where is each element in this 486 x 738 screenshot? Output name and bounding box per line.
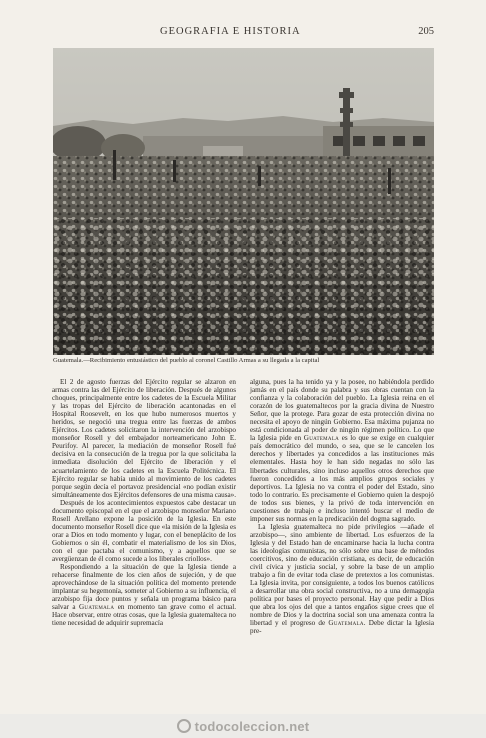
country-name: Guatemala (328, 619, 364, 628)
running-title: GEOGRAFIA E HISTORIA (160, 26, 301, 37)
paragraph-text: Respondiendo a la situación de que la Iglesia tiende a rehacerse finalmente de los cien años de sujeción, y de que aprovechándose de la situación política del momento pretende implantar su hegemonía, someter al Gobierno a su influencia, el arzobispo fija doce puntos y señala un programa básico para salvar a (52, 563, 236, 612)
text-column-left (52, 378, 236, 627)
country-name: Guatemala (78, 603, 115, 612)
paragraph (250, 523, 434, 636)
paragraph (52, 563, 236, 627)
photo-caption: Guatemala.—Recibimiento entusiástico del pueblo al coronel Castillo Armas a su llegada a la capital (53, 357, 320, 364)
paragraph (250, 378, 434, 523)
paragraph-text: La Iglesia guatemalteca no pide privilegios —añade el arzobispo—, sino ambiente de libertad. Los esfuerzos de la Iglesia y del Estado han de encaminarse hacia la lucha contra las ideologías comunistas, no sólo sobre una base de métodos coercitivos, sino de educación cristiana, es decir, de educación civil cívica y justicia social, y sobre la base de un amplio trabajo a fin de evitar toda clase de pretextos a los comunistas. La Iglesia invita, por consiguiente, a todos los buenos católicos a desarrollar una obra social constructiva, no a una demagogia política por bases el proyecto personal. Hay que pedir a Dios que abra los ojos del que a tantos engaños sigue crees que el nombre de Dios y la doctrina social son una amenaza contra la libertad y el progreso de (250, 522, 434, 628)
paragraph-text: alguna, pues la ha tenido ya y la posee, no habiéndola perdido jamás en el país donde su palabra y sus obras cuentan con la confianza y la colaboración del pueblo. La Iglesia reina en el corazón de los guatemaltecos por la gracia divina de Nuestro Señor, que la protege. Para gozar de esta protección divina no necesita el apoyo de ningún Gobierno. Esa máxima pujanza no está condicionada al poder de ningún régimen político. Lo que la Iglesia pide en (250, 378, 434, 443)
crowd-photo-illustration (53, 48, 434, 355)
paragraph: El 2 de agosto fuerzas del Ejército regular se alzaron en armas contra las del Ejército de liberación. Después de algunos choques, principalmente entre los cadetes de la Escuela Militar y las tropas del Ejército de liberación acantonadas en el Hospital Roosevelt, en los que hubo numerosos muertos y heridos, se negoció una tregua entre las fuerzas de ambos Ejércitos. Los cadetes solicitaron la intervención del arzobispo monseñor Rosell y del embajador norteamericano John E. Peurifoy. Al parecer, la mediación de monseñor Rosell fué decisiva en la consecución de la tregua por la que solicitaba la inmediata disolución del Ejército de liberación y el acuartelamiento de los cadetes en la Escuela Politécnica. El Ejército regular se había unido al movimiento de los cadetes porque según decía el portavoz presidencial «no podían existir simultáneamente dos Ejércitos defensores de una misma causa». (52, 378, 237, 499)
watermark-bar (0, 714, 486, 738)
country-name: Guatemala (303, 434, 340, 443)
page-header (52, 26, 434, 40)
watermark-text: todocoleccion.net (194, 718, 310, 734)
photograph (53, 48, 434, 355)
text-column-right (250, 378, 434, 636)
paragraph-text: en momento tan grave como el actual. Hace observar, entre otras cosas, que la Iglesia guatemalteca no tiene necesidad de adquirir supremacía (52, 603, 237, 628)
page-number: 205 (418, 26, 434, 37)
paragraph-text: . Debe dictar la Iglesia pre- (250, 619, 434, 636)
paragraph-text: es lo que se exige en cualquier país democrático del mundo, o sea, que se le cancelen los derechos y libertades ya concedidos a las instituciones más elementales. Hasta hoy le han sido negadas no sólo las libertades culturales, sino incluso aquellos otros derechos que fueron concedidos a los más amplios grupos sociales y deportivos. La Iglesia no va contra el poder del Estado, sino todo lo contrario. Es precisamente el Gobierno quien la despojó de todos sus bienes, y la privó de toda intervención en cuestiones de trabajo e incluso intentó buscar el medio de imponer sus normas en la predicación del dogma sagrado. (250, 434, 434, 523)
watermark-logo-icon (177, 719, 191, 733)
paragraph: Después de los acontecimientos expuestos cabe destacar un documento episcopal en el que el arzobispo monseñor Mariano Rosell Arellano expone la posición de la Iglesia. En este documento monseñor Rosell dice que «la misión de la Iglesia es orar a Dios en todo momento y lugar, con el beneplácito de los Gobiernos o sin él, combatir el materialismo de los sin Dios, con el que pactaba el comunismo, y a aquellos que se avergüenzan de él como sucede a los liberales criollos». (52, 498, 236, 564)
